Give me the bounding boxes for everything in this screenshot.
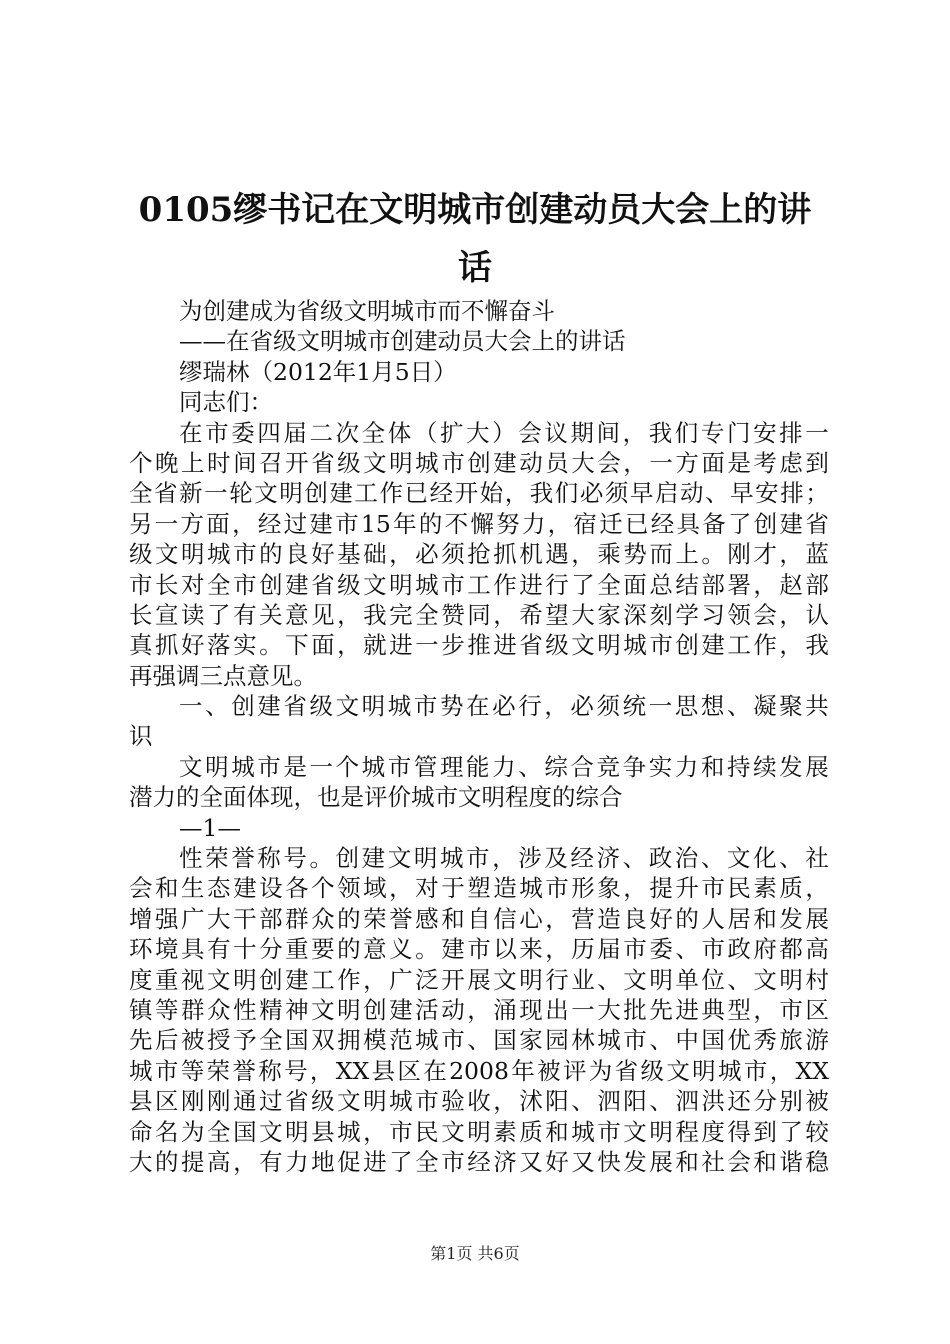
text-line: 潜力的全面体现，也是评价城市文明程度的综合: [129, 783, 623, 812]
text-line: 长 宣 读 了 有 关 意 见 ， 我 完 全 赞 同 ， 希 望 大 家 深 刻 学 习 领 会 ， 认: [129, 600, 829, 629]
text-line: 环 境 具 有 十 分 重 要 的 意 义 。 建 市 以 来 ， 历 届 市 委 、 市 政 府 都 高: [129, 935, 829, 964]
text-line: 识: [129, 722, 153, 751]
text-line: 再强调三点意见。: [129, 661, 317, 690]
document-title-line-1: 0105缪书记在文明城市创建动员大会上的讲: [138, 190, 812, 230]
text-line: 同志们：: [179, 388, 273, 417]
document-title-line-2: 话: [458, 248, 492, 288]
text-line: 一 、 创 建 省 级 文 明 城 市 势 在 必 行 ， 必 须 统 一 思 想 、 凝 聚 共: [179, 692, 829, 721]
text-line: 县 区 刚 刚 通 过 省 级 文 明 城 市 验 收 ， 沭 阳 、 泗 阳 、 泗 洪 还 分 别 被: [129, 1087, 829, 1116]
text-line: 先 后 被 授 予 全 国 双 拥 模 范 城 市 、 国 家 园 林 城 市 、 中 国 优 秀 旅 游: [129, 1026, 829, 1055]
text-line: ——在省级文明城市创建动员大会上的讲话: [179, 327, 626, 356]
text-line: 个 晚 上 时 间 召 开 省 级 文 明 城 市 创 建 动 员 大 会 ， 一 方 面 是 考 虑 到: [129, 448, 829, 477]
text-line: 市 长 对 全 市 创 建 省 级 文 明 城 市 工 作 进 行 了 全 面 总 结 部 署 ， 赵 部: [129, 570, 829, 599]
text-line: 为创建成为省级文明城市而不懈奋斗: [179, 297, 555, 325]
text-line: 城 市 等 荣 誉 称 号 ， XX 县 区 在 2008 年 被 评 为 省 级 文 明 城 市 ， XX: [129, 1056, 829, 1085]
text-line: 性 荣 誉 称 号 。 创 建 文 明 城 市 ， 涉 及 经 济 、 政 治 、 文 化 、 社: [179, 844, 829, 873]
text-line: 度 重 视 文 明 创 建 工 作 ， 广 泛 开 展 文 明 行 业 、 文 明 单 位 、 文 明 村: [129, 965, 829, 994]
text-line: 大 的 提 高 ， 有 力 地 促 进 了 全 市 经 济 又 好 又 快 发 展 和 社 会 和 谐 稳: [129, 1147, 829, 1176]
text-line: 在 市 委 四 届 二 次 全 体 （ 扩 大 ） 会 议 期 间 ， 我 们 专 门 安 排 一: [179, 418, 829, 447]
page-footer: 第1页 共6页: [430, 1244, 520, 1263]
text-line: —1—: [179, 813, 241, 842]
text-line: 全 省 新 一 轮 文 明 创 建 工 作 已 经 开 始 ， 我 们 必 须 早 启 动 、 早 安 排 ；: [129, 479, 829, 508]
text-line: 增 强 广 大 干 部 群 众 的 荣 誉 感 和 自 信 心 ， 营 造 良 好 的 人 居 和 发 展: [129, 904, 829, 933]
text-line: 命 名 为 全 国 文 明 县 城 ， 市 民 文 明 素 质 和 城 市 文 明 程 度 得 到 了 较: [129, 1117, 829, 1146]
text-line: 真 抓 好 落 实 。 下 面 ， 就 进 一 步 推 进 省 级 文 明 城 市 创 建 工 作 ， 我: [129, 631, 829, 660]
text-line: 镇 等 群 众 性 精 神 文 明 创 建 活 动 ， 涌 现 出 一 大 批 先 进 典 型 ， 市 区: [129, 995, 829, 1024]
text-line: 会 和 生 态 建 设 各 个 领 域 ， 对 于 塑 造 城 市 形 象 ， 提 升 市 民 素 质 ，: [129, 874, 829, 903]
text-line: 级 文 明 城 市 的 良 好 基 础 ， 必 须 抢 抓 机 遇 ， 乘 势 而 上 。 刚 才 ， 蓝: [129, 540, 829, 569]
text-line: 缪瑞林（2012年1月5日）: [179, 357, 457, 386]
text-line: 另 一 方 面 ， 经 过 建 市 15 年 的 不 懈 努 力 ， 宿 迁 已 经 具 备 了 创 建 省: [129, 509, 829, 538]
text-line: 文 明 城 市 是 一 个 城 市 管 理 能 力 、 综 合 竞 争 实 力 和 持 续 发 展: [179, 752, 829, 781]
document-body: [129, 296, 829, 1177]
